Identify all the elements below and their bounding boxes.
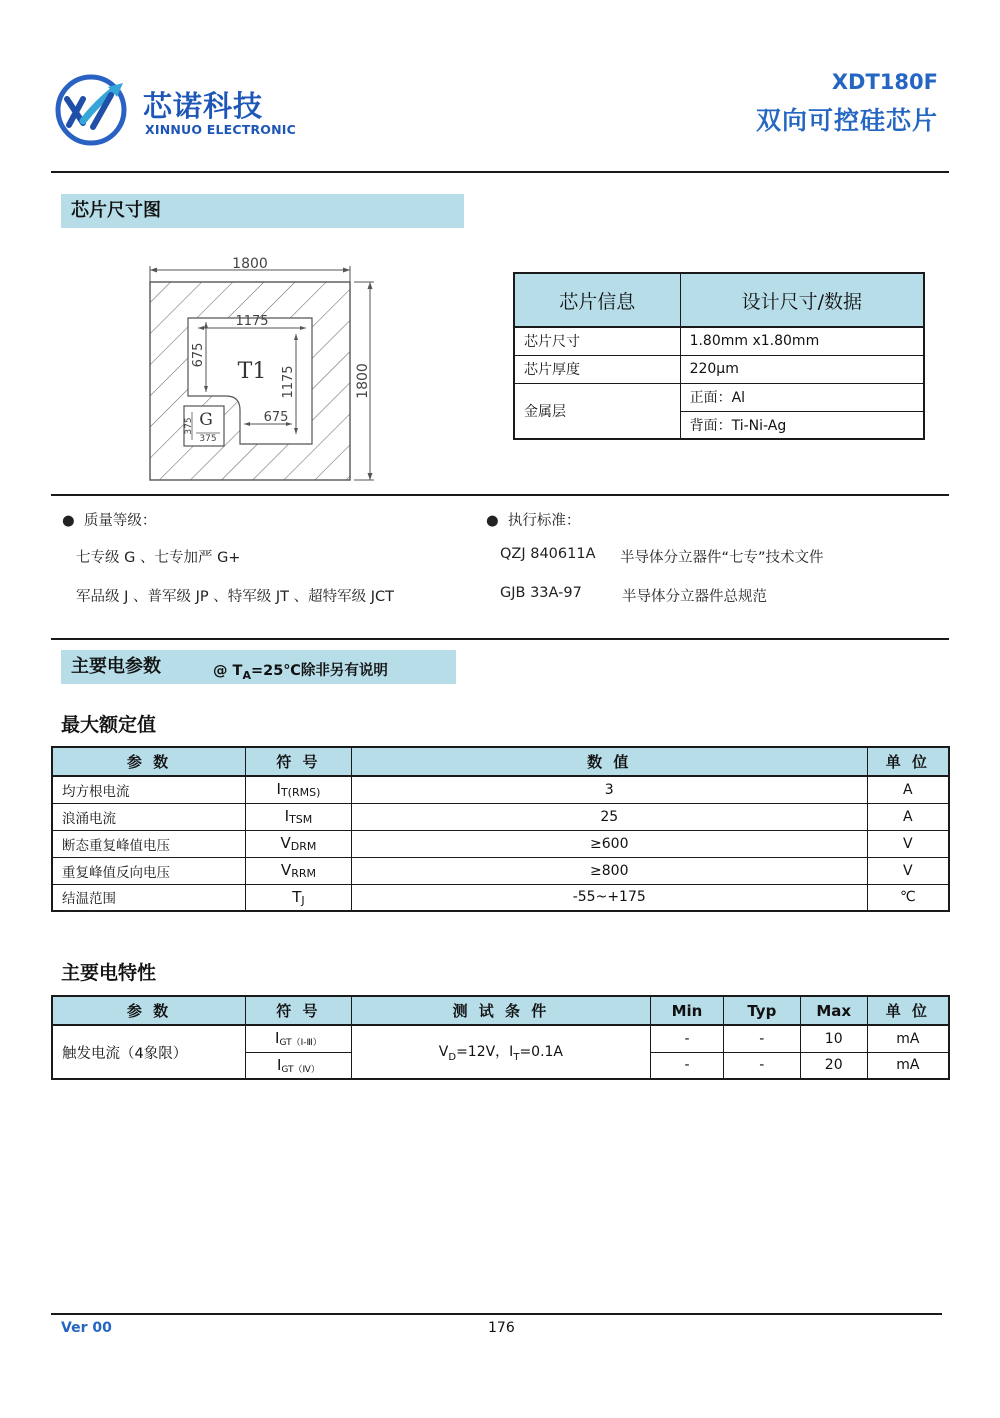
unit-cell: A bbox=[867, 776, 949, 803]
col-header-condition: 测 试 条 件 bbox=[351, 996, 650, 1025]
table-row bbox=[514, 327, 924, 355]
param-cell: 结温范围 bbox=[52, 884, 246, 911]
footer-version: Ver 00 bbox=[61, 1320, 112, 1336]
table-row bbox=[514, 355, 924, 383]
col-header-typ: Typ bbox=[723, 996, 800, 1025]
product-name: 双向可控硅芯片 bbox=[755, 106, 938, 135]
characteristics-title: 主要电特性 bbox=[61, 962, 157, 984]
col-header-min: Min bbox=[651, 996, 724, 1025]
typ-cell: - bbox=[723, 1025, 800, 1052]
col-header-value: 数 值 bbox=[351, 747, 867, 776]
symbol-cell: $V_{RRM}$ bbox=[246, 857, 352, 884]
param-cell: 浪涌电流 bbox=[52, 803, 246, 830]
symbol-cell: $V_{DRM}$ bbox=[246, 830, 352, 857]
quality-line-1: 七专级 G 、七专加严 G+ bbox=[76, 550, 241, 566]
t1-label: T1 bbox=[237, 359, 267, 384]
dim-notch-width-label: 675 bbox=[263, 410, 289, 425]
info-cell-value: 背面：Ti-Ni-Ag bbox=[680, 411, 924, 439]
col-header-param: 参 数 bbox=[52, 996, 246, 1025]
company-name-en: XINNUO ELECTRONIC bbox=[145, 122, 297, 137]
param-cell: 触发电流（4象限） bbox=[52, 1025, 246, 1079]
company-logo-icon bbox=[53, 73, 133, 147]
col-header-symbol: 符 号 bbox=[246, 747, 352, 776]
unit-cell: mA bbox=[867, 1025, 949, 1052]
symbol-cell: $I_{GT(Ⅳ)}$ bbox=[246, 1052, 352, 1079]
dim-t1-height-label: 1175 bbox=[281, 365, 296, 399]
standard-desc-1: 半导体分立器件“七专”技术文件 bbox=[620, 550, 824, 566]
section-divider bbox=[51, 638, 949, 640]
dim-g-height-label: 375 bbox=[184, 417, 194, 435]
electrical-section-title: 主要电参数 bbox=[71, 656, 161, 677]
min-cell: - bbox=[651, 1025, 724, 1052]
table-row bbox=[52, 1025, 949, 1052]
info-header-item: 芯片信息 bbox=[514, 273, 680, 327]
col-header-unit: 单 位 bbox=[867, 996, 949, 1025]
col-header-unit: 单 位 bbox=[867, 747, 949, 776]
value-cell: 25 bbox=[351, 803, 867, 830]
unit-cell: V bbox=[867, 857, 949, 884]
header-divider bbox=[51, 171, 949, 173]
max-ratings-table bbox=[51, 746, 950, 912]
param-cell: 均方根电流 bbox=[52, 776, 246, 803]
max-cell: 20 bbox=[800, 1052, 867, 1079]
unit-cell: A bbox=[867, 803, 949, 830]
electrical-section-header bbox=[61, 650, 456, 684]
company-name-cn: 芯诺科技 bbox=[143, 89, 264, 123]
quality-line-2: 军品级 J 、普军级 JP 、特军级 JT 、超特军级 JCT bbox=[76, 589, 394, 605]
symbol-cell: $I_{T(RMS)}$ bbox=[246, 776, 352, 803]
dim-g-width-label: 375 bbox=[199, 434, 217, 444]
quality-label: ● 质量等级： bbox=[62, 513, 157, 529]
info-cell-name: 金属层 bbox=[514, 383, 680, 439]
value-cell: 3 bbox=[351, 776, 867, 803]
min-cell: - bbox=[651, 1052, 724, 1079]
info-header-value: 设计尺寸/数据 bbox=[680, 273, 924, 327]
param-cell: 断态重复峰值电压 bbox=[52, 830, 246, 857]
value-cell: ≥800 bbox=[351, 857, 867, 884]
unit-cell: V bbox=[867, 830, 949, 857]
info-cell-value: 1.80mm x1.80mm bbox=[680, 327, 924, 355]
dim-height-label: 1800 bbox=[355, 363, 371, 399]
standard-code-2: GJB 33A-97 bbox=[500, 585, 582, 601]
condition-cell: $V_D=12V$，$I_T=0.1A$ bbox=[351, 1025, 650, 1079]
chip-info-table bbox=[513, 272, 925, 440]
table-row bbox=[52, 803, 949, 830]
table-row bbox=[514, 383, 924, 411]
unit-cell: ℃ bbox=[867, 884, 949, 911]
section-divider bbox=[51, 494, 949, 496]
typ-cell: - bbox=[723, 1052, 800, 1079]
max-ratings-title: 最大额定值 bbox=[61, 714, 157, 736]
info-cell-name: 芯片尺寸 bbox=[514, 327, 680, 355]
symbol-cell: $T_J$ bbox=[246, 884, 352, 911]
product-model: XDT180F bbox=[831, 70, 938, 94]
info-cell-value: 正面：Al bbox=[680, 383, 924, 411]
electrical-condition: @ $T_A=25℃$除非另有说明 bbox=[213, 663, 388, 682]
standard-desc-2: 半导体分立器件总规范 bbox=[622, 589, 767, 605]
value-cell: ≥600 bbox=[351, 830, 867, 857]
chip-dimension-diagram bbox=[140, 250, 390, 490]
max-cell: 10 bbox=[800, 1025, 867, 1052]
footer-page-number: 176 bbox=[488, 1320, 515, 1336]
col-header-symbol: 符 号 bbox=[246, 996, 352, 1025]
dim-width-label: 1800 bbox=[232, 256, 268, 272]
characteristics-table bbox=[51, 995, 950, 1080]
standard-code-1: QZJ 840611A bbox=[500, 546, 596, 562]
unit-cell: mA bbox=[867, 1052, 949, 1079]
table-row bbox=[52, 776, 949, 803]
symbol-cell: $I_{TSM}$ bbox=[246, 803, 352, 830]
col-header-max: Max bbox=[800, 996, 867, 1025]
param-cell: 重复峰值反向电压 bbox=[52, 857, 246, 884]
info-cell-value: 220μm bbox=[680, 355, 924, 383]
table-row bbox=[52, 884, 949, 911]
col-header-param: 参 数 bbox=[52, 747, 246, 776]
table-row bbox=[52, 857, 949, 884]
chip-section-header bbox=[61, 194, 464, 228]
info-cell-name: 芯片厚度 bbox=[514, 355, 680, 383]
value-cell: -55~+175 bbox=[351, 884, 867, 911]
dim-t1-width-label: 1175 bbox=[235, 314, 269, 329]
table-row bbox=[52, 830, 949, 857]
dim-notch-height-label: 675 bbox=[191, 342, 206, 368]
symbol-cell: $I_{GT(Ⅰ-Ⅲ)}$ bbox=[246, 1025, 352, 1052]
standard-label: ● 执行标准： bbox=[486, 513, 581, 529]
footer-divider bbox=[51, 1313, 942, 1315]
chip-section-title: 芯片尺寸图 bbox=[71, 200, 161, 221]
g-label: G bbox=[199, 410, 213, 430]
